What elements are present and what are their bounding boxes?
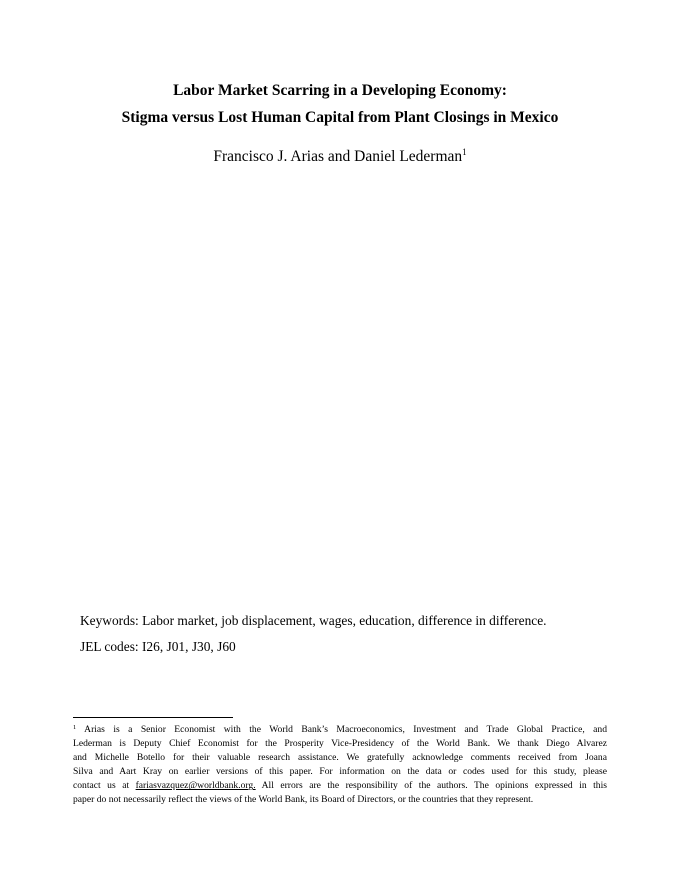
footnote-line-6: paper do not necessarily reflect the views of the World Bank, its Board of Directors, or the countries that they represent. — [73, 794, 534, 806]
footnote-line-1 — [73, 723, 607, 737]
footnote-line-2: Lederman is Deputy Chief Economist for the Prosperity Vice-Presidency of the World Bank. We thank Diego Alvarez — [73, 738, 607, 750]
jel-codes-line: JEL codes: I26, J01, J30, J60 — [80, 639, 236, 654]
footnote-line-1-text: Arias is a Senior Economist with the World Bank’s Macroeconomics, Investment and Trade Global Practice, and — [84, 724, 607, 735]
author-footnote-marker[interactable]: 1 — [462, 147, 467, 157]
footnote-line-4: Silva and Aart Kray on earlier versions of this paper. For information on the data or codes used for this study, please — [73, 766, 607, 778]
footnote-marker: 1 — [73, 724, 77, 731]
author-names: Francisco J. Arias and Daniel Lederman — [213, 148, 463, 165]
keywords-line: Keywords: Labor market, job displacement, wages, education, difference in difference. — [80, 613, 547, 628]
paper-title-line-1: Labor Market Scarring in a Developing Economy: — [173, 82, 507, 99]
footnote — [73, 723, 607, 808]
footnote-separator — [73, 717, 233, 718]
contact-email-link[interactable]: fariasvazquez@worldbank.org. — [135, 780, 256, 792]
footnote-line-5-text: All errors are the responsibility of the authors. The opinions expressed in this — [261, 780, 607, 792]
author-line — [0, 147, 680, 167]
paper-title-line-2: Stigma versus Lost Human Capital from Plant Closings in Mexico — [121, 109, 559, 126]
footnote-contact-prefix: contact us at — [73, 780, 130, 792]
footnote-line-3: and Michelle Botello for their valuable research assistance. We gratefully acknowledge comments received from Joana — [73, 752, 607, 764]
footnote-line-5 — [73, 779, 607, 793]
